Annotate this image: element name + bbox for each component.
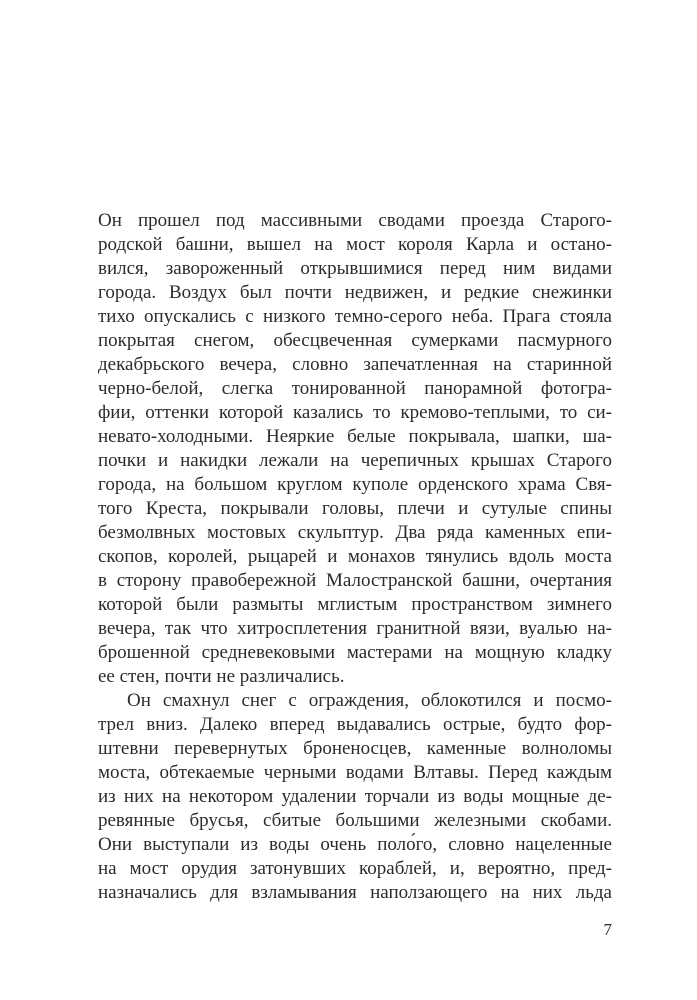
text-line: Он смахнул снег с ограждения, облокотился и посмо- xyxy=(127,690,612,711)
paragraph xyxy=(98,209,612,689)
text-line: штевни перевернутых броненосцев, каменные волноломы xyxy=(98,738,612,759)
text-line: в сторону правобережной Малостранской башни, очертания xyxy=(98,570,612,591)
paragraph xyxy=(98,689,612,905)
text-line: назначались для взламывания наползающего на них льда xyxy=(98,882,612,903)
text-line: родской башни, вышел на мост короля Карла и остано- xyxy=(98,234,612,255)
text-line: невато-холодными. Неяркие белые покрывала, шапки, ша- xyxy=(98,426,612,447)
text-line: вился, завороженный открывшимися перед ним видами xyxy=(98,258,612,279)
text-line: ревянные брусья, сбитые большими железными скобами. xyxy=(98,810,612,831)
text-line: Они выступали из воды очень поло́го, словно нацеленные xyxy=(98,834,612,855)
text-line: фии, оттенки которой казались то кремово-теплыми, то си- xyxy=(98,402,612,423)
text-line: Он прошел под массивными сводами проезда Старого- xyxy=(98,210,612,231)
text-line: из них на некотором удалении торчали из воды мощные де- xyxy=(98,786,612,807)
text-line: черно-белой, слегка тонированной панорамной фотогра- xyxy=(98,378,612,399)
text-line: покрытая снегом, обесцвеченная сумерками пасмурного xyxy=(98,330,612,351)
text-line: почки и накидки лежали на черепичных крышах Старого xyxy=(98,450,612,471)
text-line: безмолвных мостовых скульптур. Два ряда каменных епи- xyxy=(98,522,612,543)
text-block xyxy=(98,209,612,905)
text-line: которой были размыты мглистым пространством зимнего xyxy=(98,594,612,615)
text-line: брошенной средневековыми мастерами на мощную кладку xyxy=(98,642,612,663)
text-line: вечера, так что хитросплетения гранитной вязи, вуалью на- xyxy=(98,618,612,639)
text-line: трел вниз. Далеко вперед выдавались острые, будто фор- xyxy=(98,714,612,735)
text-line: скопов, королей, рыцарей и монахов тянулись вдоль моста xyxy=(98,546,612,567)
text-line: ее стен, почти не различались. xyxy=(98,666,345,687)
page-number: 7 xyxy=(603,920,612,939)
text-line: декабрьского вечера, словно запечатленная на старинной xyxy=(98,354,612,375)
text-line: того Креста, покрывали головы, плечи и сутулые спины xyxy=(98,498,612,519)
text-line: города, на большом круглом куполе орденского храма Свя- xyxy=(98,474,612,495)
text-line: моста, обтекаемые черными водами Влтавы. Перед каждым xyxy=(98,762,612,783)
text-line: на мост орудия затонувших кораблей, и, вероятно, пред- xyxy=(98,858,612,879)
text-line: тихо опускались с низкого темно-серого неба. Прага стояла xyxy=(98,306,612,327)
text-line: города. Воздух был почти недвижен, и редкие снежинки xyxy=(98,282,612,303)
